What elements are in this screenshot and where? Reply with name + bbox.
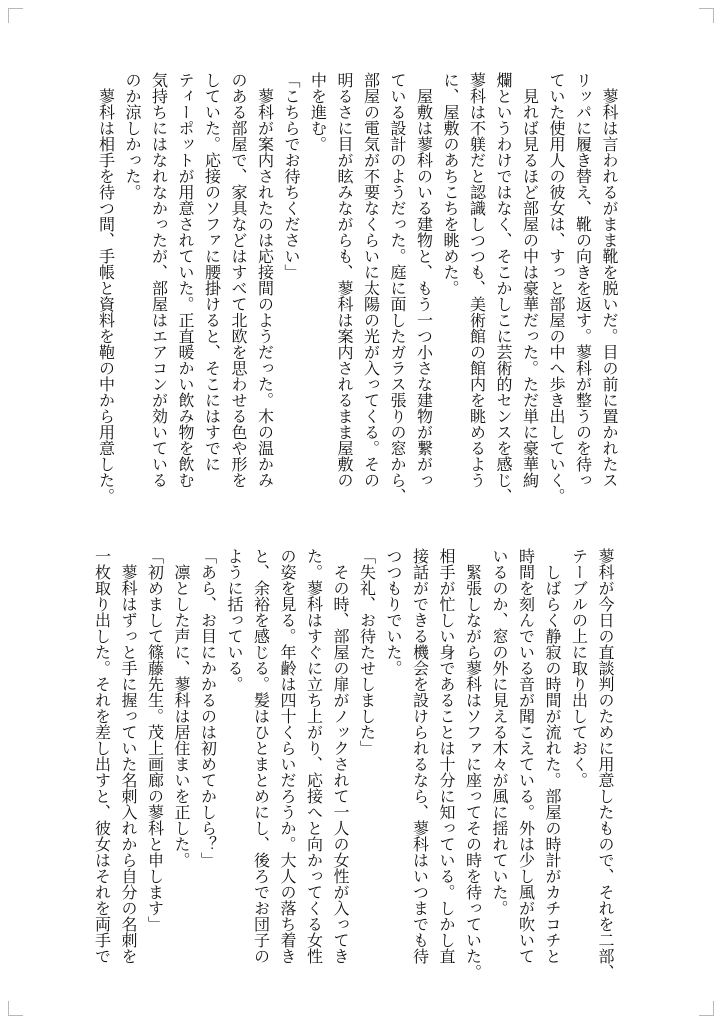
text-line: た。蓼科はすぐに立ち上がり、応接へと向かってくる女性 — [304, 548, 324, 964]
crop-mark-bottom-left — [8, 1001, 23, 1016]
text-line: 蓼科は不躾だと認識しつつも、美術館の館内を眺めるよう — [467, 72, 487, 488]
text-line: つつもりでいた。 — [384, 548, 403, 676]
text-line: 「失礼、お待たせしました」 — [357, 548, 377, 756]
text-line: のある部屋で、家具などはすべて北欧を思わせる色や形を — [229, 72, 248, 488]
text-line: 部屋の電気が不要なくらいに太陽の光が入ってくる。その — [361, 72, 381, 488]
text-line: ティーポットが用意されていた。正直暖かい飲み物を飲む — [176, 72, 195, 488]
text-line: ていた使用人の彼女は、すっと部屋の中へ歩き出していく。 — [547, 72, 566, 504]
text-line: ように括っている。 — [225, 548, 244, 692]
text-line: のか涼しかった。 — [123, 72, 142, 200]
text-line: 「初めまして篠藤先生。茂上画廊の蓼科と申します」 — [145, 548, 165, 932]
text-line: 屋敷は蓼科のいる建物と、もう一つ小さな建物が繋がっ — [414, 72, 434, 488]
text-line: 一枚取り出した。それを差し出すと、彼女はそれを両手で — [92, 548, 112, 964]
upper-text-block — [62, 72, 622, 504]
text-line: 明るさに目が眩みながらも、蓼科は案内されるまま屋敷の — [335, 72, 354, 488]
text-line: していた。応接のソファに腰掛けると、そこにはすでに — [202, 72, 222, 472]
text-line: その時、部屋の扉がノックされて一人の女性が入ってき — [331, 548, 350, 964]
text-line: に、屋敷のあちこちを眺めた。 — [441, 72, 460, 296]
text-line: しばらく静寂の時間が流れた。部屋の時計がカチコチと — [543, 548, 562, 964]
text-line: 蓼科が今日の直談判のために用意したもので、それを二部、 — [596, 548, 615, 980]
crop-mark-bottom-right — [699, 1001, 714, 1016]
text-line: リッパに履き替え、靴の向きを返す。蓼科が整うのを待っ — [573, 72, 593, 488]
text-line: 時間を刻んでいる音が聞こえている。外は少し風が吹いて — [516, 548, 536, 964]
text-line: 蓼科が案内されたのは応接間のようだった。木の温かみ — [255, 72, 275, 488]
text-line: 中を進む。 — [308, 72, 328, 152]
text-line: 接話ができる機会を設けられるなら、蓼科はいつまでも待 — [410, 548, 430, 964]
text-line: の姿を見る。年齢は四十くらいだろうか。大人の落ち着き — [278, 548, 297, 964]
text-line: 気持ちにはなれなかったが、部屋はエアコンが効いている — [149, 72, 169, 488]
text-line: ている設計のようだった。庭に面したガラス張りの窓から、 — [388, 72, 407, 504]
text-line: いるのか、窓の外に見える木々が風に揺れていた。 — [490, 548, 509, 916]
text-line: テーブルの上に取り出しておく。 — [569, 548, 589, 788]
lower-text-block — [78, 548, 618, 978]
text-line: 蓼科は言われるがまま靴を脱いだ。目の前に置かれたス — [600, 72, 619, 488]
text-line: と、余裕を感じる。髪はひとまとめにし、後ろでお団子の — [251, 548, 271, 964]
text-line: 蓼科は相手を待つ間、手帳と資料を鞄の中から用意した。 — [96, 72, 116, 504]
text-line: 相手が忙しい身であることは十分に知っている。しかし直 — [437, 548, 456, 964]
crop-mark-top-right — [699, 8, 714, 23]
text-line: 「あら、お目にかかるのは初めてかしら？」 — [198, 548, 218, 868]
text-line: 緊張しながら蓼科はソファに座ってその時を待っていた。 — [463, 548, 483, 980]
text-line: 見れば見るほど部屋の中は豪華だった。ただ単に豪華絢 — [520, 72, 540, 488]
crop-mark-top-left — [8, 8, 23, 23]
text-line: 爛というわけではなく、そこかしこに芸術的センスを感じ、 — [494, 72, 513, 504]
text-line: 蓼科はずっと手に握っていた名刺入れから自分の名刺を — [119, 548, 138, 964]
text-line: 「こちらでお待ちください」 — [282, 72, 301, 280]
text-line: 凛とした声に、蓼科は居住まいを正した。 — [172, 548, 191, 868]
